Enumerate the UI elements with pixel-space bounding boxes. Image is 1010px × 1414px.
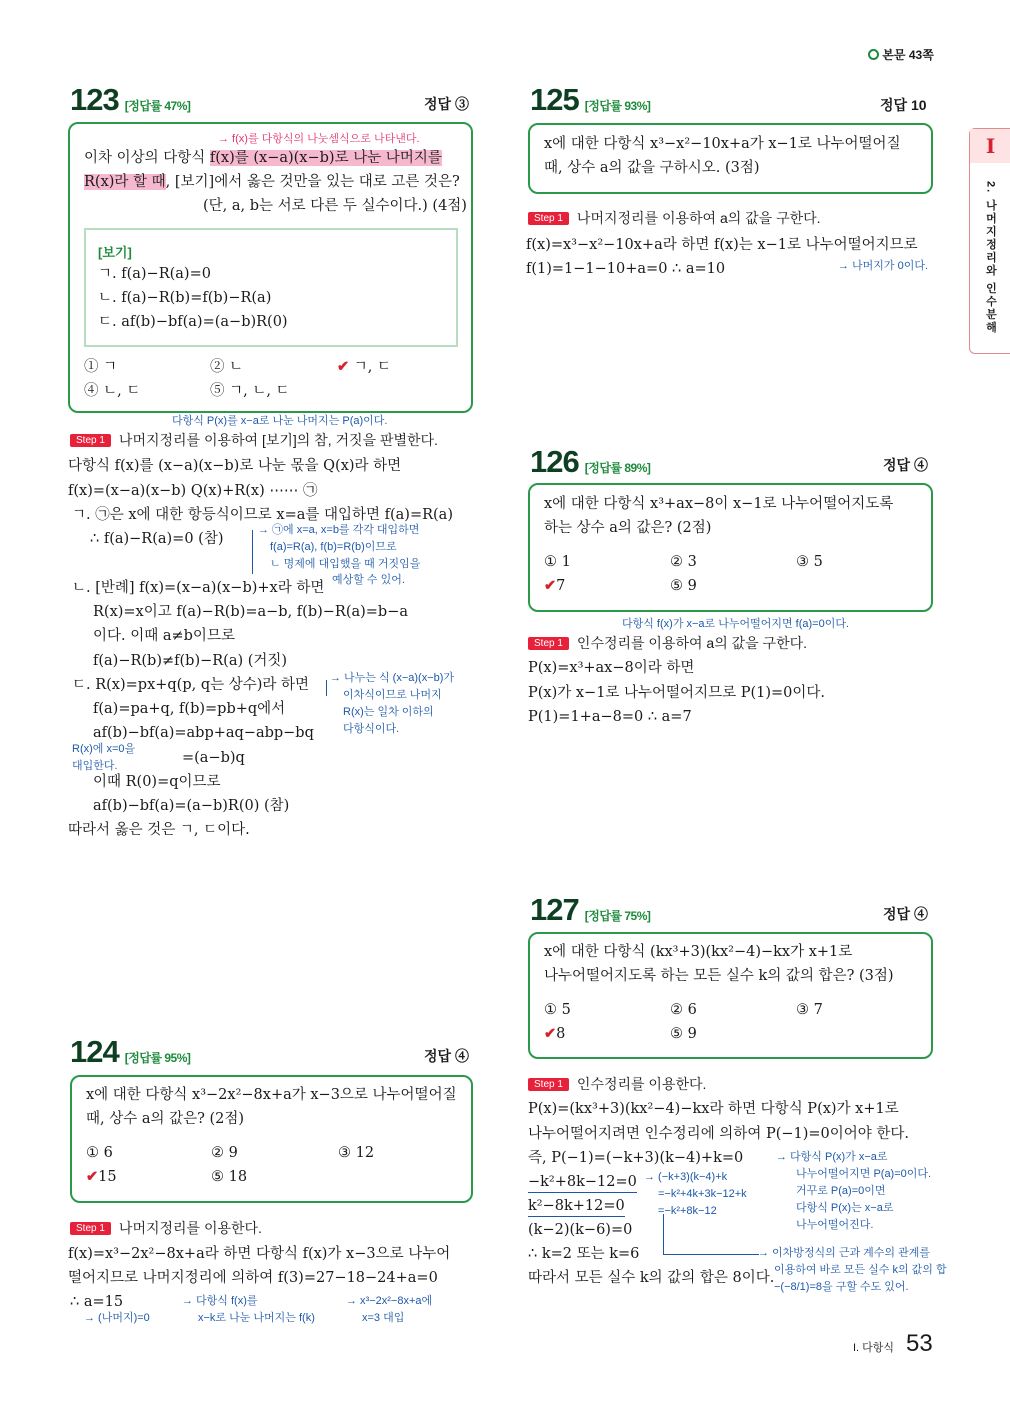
answer-127: 정답 ④: [883, 906, 928, 922]
check-mark-icon: ✔: [337, 358, 350, 375]
annotation: → 이차방정식의 근과 계수의 관계를 이용하여 바로 모든 실수 k의 값의 합 −(−8/1)=8을 구할 수도 있어.: [758, 1247, 947, 1293]
solution-line: 이다. 이때 a≠b이므로: [93, 628, 235, 644]
solution-line: f(x)=(x−a)(x−b) Q(x)+R(x) ⋯⋯ ㉠: [68, 483, 318, 499]
choice-1[interactable]: ① 1: [544, 554, 571, 570]
choice-3[interactable]: ③ 12: [338, 1145, 375, 1161]
solution-line: af(b)−bf(a)=(a−b)R(0) (참): [93, 798, 290, 814]
problem-127-header: 127 [정답률 75%]: [530, 892, 651, 927]
solution-line: af(b)−bf(a)=abp+aq−abp−bq: [93, 725, 314, 741]
choice-1[interactable]: ① 6: [86, 1145, 113, 1161]
choice-1[interactable]: ① 5: [544, 1002, 571, 1018]
choice-5[interactable]: ⑤ 18: [211, 1169, 248, 1185]
solution-line: P(x)=x³+ax−8이라 하면: [528, 660, 695, 676]
textbook-reference: 본문 43쪽: [868, 46, 934, 63]
choice-2[interactable]: ② ㄴ: [210, 359, 244, 375]
annotation: → 다항식 P(x)가 x−a로 나누어떨어지면 P(a)=0이다. 거꾸로 P(a)=0이면 다항식 P(x)는 x−a로 나누어떨어진다.: [776, 1151, 932, 1231]
choice-5[interactable]: ⑤ 9: [670, 578, 697, 594]
annotation: → 다항식 f(x)를 x−k로 나눈 나머지는 f(k): [182, 1295, 315, 1324]
page-number: 53: [906, 1330, 933, 1357]
choice-1[interactable]: ① ㄱ: [84, 359, 118, 375]
choice-2[interactable]: ② 9: [211, 1145, 238, 1161]
solution-line: f(x)=x³−x²−10x+a라 하면 f(x)는 x−1로 나누어떨어지므로: [526, 237, 918, 253]
choice-4[interactable]: ✔7: [544, 577, 566, 594]
annotation: → f(x)를 다항식의 나눗셈식으로 나타낸다.: [218, 133, 420, 145]
solution-line: 즉, P(−1)=(−k+3)(k−4)+k=0: [528, 1150, 744, 1166]
choice-2[interactable]: ② 6: [670, 1002, 697, 1018]
step-heading: Step 1 인수정리를 이용하여 a의 값을 구한다.: [528, 633, 807, 653]
solution-line: ㄱ. ㉠은 x에 대한 항등식이므로 x=a를 대입하면 f(a)=R(a): [72, 507, 453, 523]
answer-124: 정답 ④: [424, 1048, 469, 1064]
step-heading: Step 1 나머지정리를 이용한다.: [70, 1218, 262, 1238]
choice-2[interactable]: ② 3: [670, 554, 697, 570]
question-line: 때, 상수 a의 값은? (2점): [86, 1111, 245, 1127]
answer-123: 정답 ③: [424, 96, 469, 112]
solution-line: f(1)=1−1−10+a=0 ∴ a=10: [526, 261, 726, 277]
check-mark-icon: ✔: [544, 1025, 557, 1042]
choice-3[interactable]: ③ 5: [796, 554, 823, 570]
footer-chapter: I. 다항식: [853, 1342, 895, 1354]
problem-123-header: 123 [정답률 47%]: [70, 82, 191, 117]
solution-line: f(a)−R(b)≠f(b)−R(a) (거짓): [93, 653, 288, 669]
annotation: R(x)에 x=0을 대입한다.: [72, 743, 136, 772]
choice-3[interactable]: ③ 7: [796, 1002, 823, 1018]
question-line: x에 대한 다항식 (kx³+3)(kx²−4)−kx가 x+1로: [544, 944, 853, 960]
bogi-item: ㄷ. af(b)−bf(a)=(a−b)R(0): [98, 314, 288, 330]
solution-line: ㄷ. R(x)=px+q(p, q는 상수)라 하면: [72, 677, 310, 693]
step-heading: Step 1 인수정리를 이용한다.: [528, 1074, 706, 1094]
annotation: → (나머지)=0: [84, 1312, 150, 1324]
check-mark-icon: ✔: [544, 577, 557, 594]
annotation: → 나누는 식 (x−a)(x−b)가 이차식이므로 나머지 R(x)는 일차 이하의 다항식이다.: [330, 672, 455, 735]
question-line: 이차 이상의 다항식 f(x)를 (x−a)(x−b)로 나눈 나머지를: [84, 150, 442, 166]
choice-4[interactable]: ④ ㄴ, ㄷ: [84, 383, 141, 399]
question-line: x에 대한 다항식 x³−2x²−8x+a가 x−3으로 나누어떨어질: [86, 1087, 457, 1103]
check-mark-icon: ✔: [86, 1168, 99, 1185]
step-heading: Step 1 나머지정리를 이용하여 a의 값을 구한다.: [528, 208, 821, 228]
solution-line: ∴ k=2 또는 k=6: [528, 1246, 640, 1262]
choice-5[interactable]: ⑤ 9: [670, 1026, 697, 1042]
choice-4[interactable]: ✔8: [544, 1025, 566, 1042]
question-line: (단, a, b는 서로 다른 두 실수이다.) (4점): [203, 198, 467, 214]
solution-line: 떨어지므로 나머지정리에 의하여 f(3)=27−18−24+a=0: [68, 1270, 438, 1286]
annotation: → (−k+3)(k−4)+k =−k²+4k+3k−12+k =−k²+8k−12: [644, 1171, 747, 1217]
solution-line: (k−2)(k−6)=0: [528, 1222, 633, 1238]
solution-line: P(x)가 x−1로 나누어떨어지므로 P(1)=0이다.: [528, 685, 825, 701]
problem-125-header: 125 [정답률 93%]: [530, 82, 651, 117]
choice-3[interactable]: ✔ ㄱ, ㄷ: [337, 358, 391, 375]
choice-5[interactable]: ⑤ ㄱ, ㄴ, ㄷ: [210, 383, 290, 399]
bogi-item: ㄴ. f(a)−R(b)=f(b)−R(a): [98, 290, 272, 306]
solution-line: f(a)=pa+q, f(b)=pb+q에서: [93, 701, 286, 717]
solution-line: k²−8k+12=0: [528, 1196, 625, 1217]
solution-line: R(x)=x이고 f(a)−R(b)=a−b, f(b)−R(a)=b−a: [93, 604, 409, 620]
annotation: → x³−2x²−8x+a에 x=3 대입: [346, 1295, 433, 1324]
bogi-label: [보기]: [98, 245, 132, 260]
annotation: 다항식 f(x)가 x−a로 나누어떨어지면 f(a)=0이다.: [622, 618, 850, 630]
annotation: → ㉠에 x=a, x=b를 각각 대입하면 f(a)=R(a), f(b)=R(b)이므로 ㄴ 명제에 대입했을 때 거짓임을: [258, 524, 421, 570]
solution-line: 따라서 옳은 것은 ㄱ, ㄷ이다.: [68, 822, 250, 838]
solution-line: 나누어떨어지려면 인수정리에 의하여 P(−1)=0이어야 한다.: [528, 1126, 910, 1142]
solution-line: ∴ a=15: [70, 1294, 124, 1310]
connector-line: [252, 530, 253, 574]
solution-line: ∴ f(a)−R(a)=0 (참): [90, 531, 224, 547]
solution-line: =(a−b)q: [182, 750, 245, 766]
solution-line: P(x)=(kx³+3)(kx²−4)−kx라 하면 다항식 P(x)가 x+1로: [528, 1101, 899, 1117]
question-line: 나누어떨어지도록 하는 모든 실수 k의 값의 합은? (3점): [544, 968, 894, 984]
problem-124-header: 124 [정답률 95%]: [70, 1034, 191, 1069]
chapter-side-tab: [969, 128, 1010, 354]
solution-line: 따라서 모든 실수 k의 값의 합은 8이다.: [528, 1270, 775, 1286]
bogi-item: ㄱ. f(a)−R(a)=0: [98, 266, 211, 282]
solution-line: ㄴ. [반례] f(x)=(x−a)(x−b)+x라 하면: [72, 580, 325, 596]
chapter-roman: I: [970, 129, 1010, 163]
solution-line: P(1)=1+a−8=0 ∴ a=7: [528, 709, 692, 725]
question-line: 하는 상수 a의 값은? (2점): [544, 520, 712, 536]
question-line: x에 대한 다항식 x³−x²−10x+a가 x−1로 나누어떨어질: [544, 136, 901, 152]
answer-125: 정답 10: [880, 97, 927, 113]
question-line: x에 대한 다항식 x³+ax−8이 x−1로 나누어떨어지도록: [544, 496, 894, 512]
problem-126-header: 126 [정답률 89%]: [530, 444, 651, 479]
choice-4[interactable]: ✔15: [86, 1168, 117, 1185]
answer-126: 정답 ④: [883, 457, 928, 473]
step-heading: Step 1 나머지정리를 이용하여 [보기]의 참, 거짓을 판별한다.: [70, 430, 438, 450]
annotation: 다항식 P(x)를 x−a로 나눈 나머지는 P(a)이다.: [172, 415, 388, 427]
connector-line: [326, 680, 327, 696]
circle-icon: [868, 49, 879, 60]
question-line: R(x)라 할 때, [보기]에서 옳은 것만을 있는 대로 고른 것은?: [84, 174, 460, 190]
solution-line: 이때 R(0)=q이므로: [93, 774, 221, 790]
solution-line: f(x)=x³−2x²−8x+a라 하면 다항식 f(x)가 x−3으로 나누어: [68, 1246, 451, 1262]
annotation: → 나머지가 0이다.: [838, 260, 929, 272]
solution-line: −k²+8k−12=0: [528, 1172, 637, 1193]
connector-line: [663, 1214, 664, 1254]
chapter-title: 2. 나머지정리와 인수분해: [984, 181, 997, 335]
annotation: 예상할 수 있어.: [332, 574, 405, 586]
solution-line: 다항식 f(x)를 (x−a)(x−b)로 나눈 몫을 Q(x)라 하면: [68, 458, 402, 474]
connector-line: [663, 1254, 759, 1255]
question-line: 때, 상수 a의 값을 구하시오. (3점): [544, 160, 760, 176]
